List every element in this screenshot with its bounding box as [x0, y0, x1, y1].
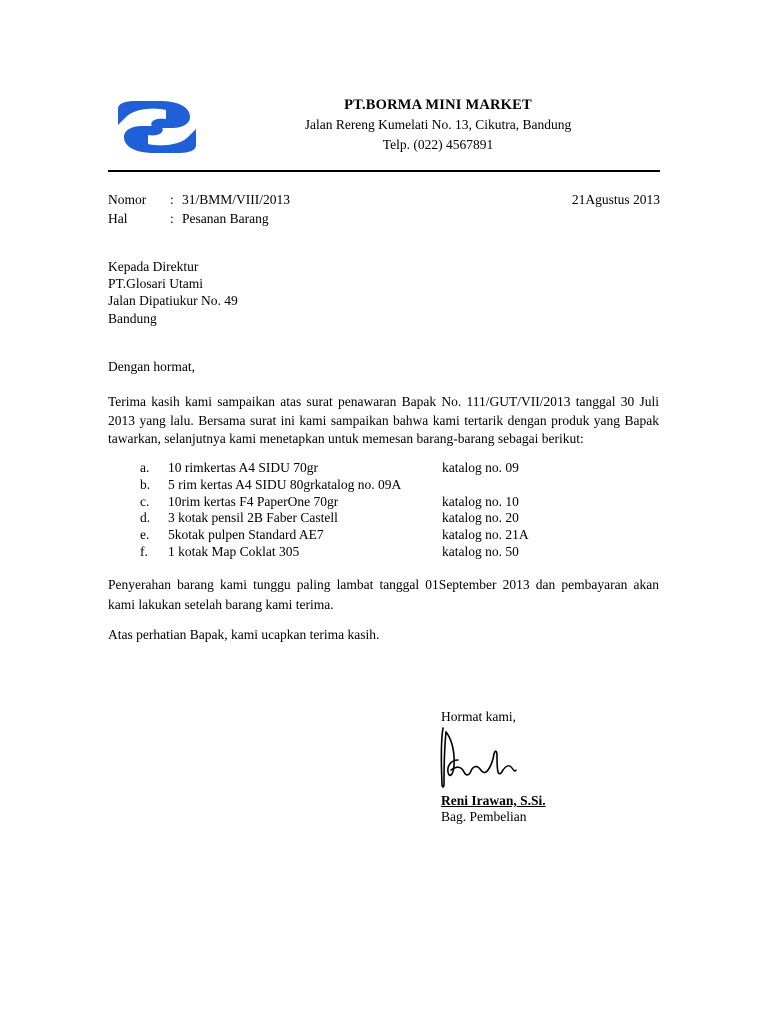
subject-label: Hal [108, 211, 128, 226]
recipient-line-4: Bandung [108, 310, 157, 326]
list-item [140, 527, 660, 544]
subject-colon: : [170, 211, 174, 226]
item-letter: f. [140, 543, 148, 559]
item-catalog: katalog no. 21A [442, 527, 529, 543]
item-list [140, 460, 660, 561]
recipient-line-1: Kepada Direktur [108, 259, 199, 274]
item-catalog: katalog no. 10 [442, 493, 519, 509]
item-description: 1 kotak Map Coklat 305 [168, 543, 300, 559]
letter-meta [108, 190, 660, 228]
item-description: 10rim kertas F4 PaperOne 70gr [168, 493, 339, 509]
item-description: 5kotak pulpen Standard AE7 [168, 527, 324, 543]
paragraph-3: Atas perhatian Bapak, kami ucapkan terima kasih. [108, 627, 380, 642]
subject-value: Pesanan Barang [182, 211, 269, 226]
letterhead [108, 95, 660, 167]
closing-line: Hormat kami, [441, 709, 516, 724]
number-colon: : [170, 192, 174, 207]
item-letter: e. [140, 527, 150, 543]
number-value: 31/BMM/VIII/2013 [182, 192, 290, 207]
paragraph-1: Terima kasih kami sampaikan atas surat penawaran Bapak No. 111/GUT/VII/2013 tanggal 30 Juli 2013 yang lalu. Bersama surat ini kami sampaikan bahwa kami tertarik dengan produk yang Bapak tawarkan, selanjutnya kami menetapkan untuk memesan barang-barang sebagai berikut: [108, 394, 659, 447]
recipient-block [108, 258, 238, 327]
item-letter: a. [140, 460, 150, 475]
recipient-line-3: Jalan Dipatiukur No. 49 [108, 293, 238, 309]
letter-date: 21Agustus 2013 [571, 192, 660, 207]
header-divider [108, 170, 660, 172]
letterhead-text [218, 95, 658, 155]
item-description: 5 rim kertas A4 SIDU 80grkatalog no. 09A [168, 476, 402, 492]
meta-row-subject [108, 209, 660, 228]
list-item [140, 460, 660, 477]
recipient-line-2: PT.Glosari Utami [108, 276, 203, 292]
item-letter: d. [140, 510, 151, 526]
item-catalog: katalog no. 50 [442, 543, 519, 559]
list-item [140, 494, 660, 511]
company-address: Jalan Rereng Kumelati No. 13, Cikutra, Bandung [304, 117, 572, 132]
paragraph-2: Penyerahan barang kami tunggu paling lambat tanggal 01September 2013 dan pembayaran akan kami lakukan setelah barang kami terima. [108, 577, 659, 612]
item-description: 10 rimkertas A4 SIDU 70gr [168, 460, 318, 475]
list-item [140, 544, 660, 561]
list-item [140, 477, 660, 494]
company-name: PT.BORMA MINI MARKET [344, 97, 532, 113]
item-letter: c. [140, 493, 150, 509]
meta-row-number [108, 190, 660, 209]
item-description: 3 kotak pensil 2B Faber Castell [168, 510, 338, 526]
list-item [140, 510, 660, 527]
company-phone: Telp. (022) 4567891 [382, 137, 494, 152]
signer-name: Reni Irawan, S.Si. [441, 793, 546, 808]
item-letter: b. [140, 476, 151, 492]
signer-title: Bag. Pembelian [441, 809, 527, 824]
item-catalog: katalog no. 09 [442, 460, 519, 475]
salutation: Dengan hormat, [108, 359, 195, 374]
number-label: Nomor [108, 192, 147, 207]
item-catalog: katalog no. 20 [442, 510, 519, 526]
signature-mark [433, 726, 573, 792]
borma-mini-market-logo-icon [116, 101, 198, 153]
